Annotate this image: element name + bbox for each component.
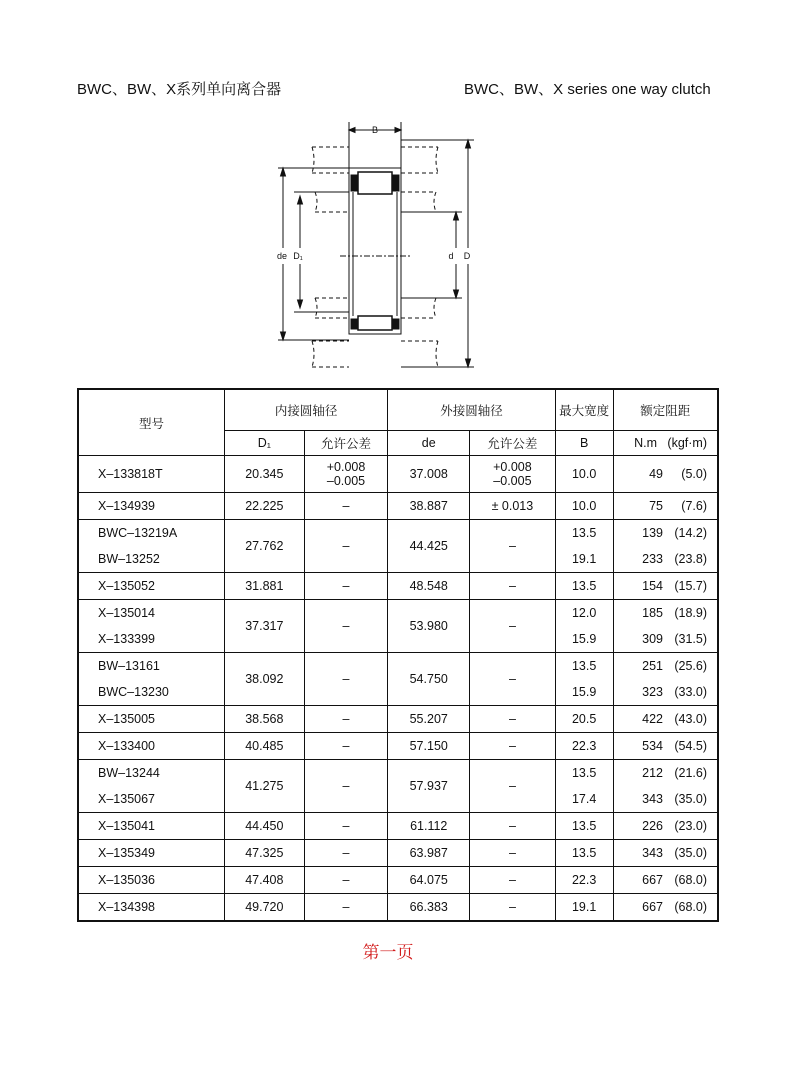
- table-row: [78, 520, 718, 573]
- cell-value: X–135014: [98, 606, 156, 620]
- cell-nm: 667: [642, 873, 663, 887]
- cell-nm: 233: [642, 552, 663, 566]
- cell-value: 19.1: [571, 900, 597, 914]
- cell-d1-tol: –: [304, 653, 388, 706]
- cell-b: [555, 867, 613, 894]
- cell-d1-tol: –: [304, 520, 388, 573]
- cell-d1-tol: –: [304, 840, 388, 867]
- cell-d1-tol: [304, 456, 388, 493]
- cell-value: 13.5: [571, 659, 597, 673]
- table-row: [78, 840, 718, 867]
- cell-d1: 20.345: [224, 456, 304, 493]
- dim-label-de: de: [276, 251, 288, 261]
- table-row: [78, 706, 718, 733]
- cell-d1-tol: –: [304, 867, 388, 894]
- cell-torque: [613, 733, 718, 760]
- cell-kgfm: (18.9): [674, 606, 707, 620]
- cell-nm: 343: [642, 792, 663, 806]
- cell-kgfm: (23.8): [674, 552, 707, 566]
- cell-model: [78, 813, 224, 840]
- cell-torque: [613, 493, 718, 520]
- cell-kgfm: (33.0): [674, 685, 707, 699]
- cell-value: BW–13244: [98, 766, 160, 780]
- cell-de-tol: –: [470, 867, 556, 894]
- cell-value: 10.0: [571, 499, 597, 513]
- cell-kgfm: (68.0): [674, 873, 707, 887]
- cell-de: 64.075: [388, 867, 470, 894]
- cell-model: [78, 733, 224, 760]
- cell-de: 57.937: [388, 760, 470, 813]
- cell-value: X–134398: [98, 900, 156, 914]
- cell-de-tol: –: [470, 573, 556, 600]
- dim-label-d1: D₁: [293, 251, 303, 261]
- cell-de: 48.548: [388, 573, 470, 600]
- cell-d1-tol: –: [304, 760, 388, 813]
- cell-de-tol: –: [470, 733, 556, 760]
- table-row: [78, 813, 718, 840]
- cell-torque: [613, 600, 718, 653]
- cell-b: [555, 493, 613, 520]
- cell-torque: [613, 867, 718, 894]
- cell-torque: [613, 894, 718, 922]
- cell-value: 15.9: [571, 685, 597, 699]
- header-model: 型号: [78, 389, 224, 456]
- cell-value: BWC–13219A: [98, 526, 178, 540]
- cell-de-tol: –: [470, 813, 556, 840]
- cell-value: 13.5: [571, 819, 597, 833]
- cell-value: –0.005: [493, 474, 532, 488]
- header-d1: D₁: [224, 431, 304, 456]
- table-row: [78, 867, 718, 894]
- cell-kgfm: (15.7): [674, 579, 707, 593]
- cell-torque: [613, 520, 718, 573]
- header-b: B: [555, 431, 613, 456]
- cell-d1: 49.720: [224, 894, 304, 922]
- cell-value: X–135005: [98, 712, 156, 726]
- cell-d1-tol: –: [304, 706, 388, 733]
- cell-model: [78, 706, 224, 733]
- header-kgfm: (kgf·m): [667, 436, 707, 450]
- cell-value: X–133399: [98, 632, 156, 646]
- header-d1-tol: 允许公差: [304, 431, 388, 456]
- cell-torque: [613, 813, 718, 840]
- cell-de-tol: ± 0.013: [470, 493, 556, 520]
- cell-de: 55.207: [388, 706, 470, 733]
- cell-value: X–135041: [98, 819, 156, 833]
- header-torque-units: [613, 431, 718, 456]
- cell-d1: 44.450: [224, 813, 304, 840]
- cell-d1: 38.568: [224, 706, 304, 733]
- cell-kgfm: (7.6): [681, 499, 707, 513]
- cell-value: +0.008: [493, 460, 532, 474]
- cell-value: 20.5: [571, 712, 597, 726]
- cell-d1: 47.408: [224, 867, 304, 894]
- cell-kgfm: (54.5): [674, 739, 707, 753]
- cell-value: X–135036: [98, 873, 156, 887]
- cell-b: [555, 894, 613, 922]
- cell-model: [78, 760, 224, 813]
- cell-value: BW–13161: [98, 659, 160, 673]
- header-outer-group: 外接圆轴径: [388, 389, 555, 431]
- cell-value: 10.0: [571, 467, 597, 481]
- spec-table: [77, 388, 719, 922]
- cell-value: 22.3: [571, 873, 597, 887]
- cell-value: 15.9: [571, 632, 597, 646]
- cell-value: X–135052: [98, 579, 156, 593]
- cell-torque: [613, 706, 718, 733]
- cell-value: X–133400: [98, 739, 156, 753]
- cell-d1: 31.881: [224, 573, 304, 600]
- cell-de: 44.425: [388, 520, 470, 573]
- cell-de: 57.150: [388, 733, 470, 760]
- cell-de-tol: [470, 456, 556, 493]
- cell-de-tol: –: [470, 840, 556, 867]
- cell-b: [555, 813, 613, 840]
- cell-d1-tol: –: [304, 733, 388, 760]
- cell-kgfm: (5.0): [681, 467, 707, 481]
- cell-d1: 40.485: [224, 733, 304, 760]
- cell-de-tol: –: [470, 653, 556, 706]
- cell-torque: [613, 840, 718, 867]
- cell-model: [78, 456, 224, 493]
- cell-model: [78, 493, 224, 520]
- cell-d1-tol: –: [304, 600, 388, 653]
- dim-label-d: d: [448, 251, 454, 261]
- cell-value: BWC–13230: [98, 685, 169, 699]
- cell-kgfm: (68.0): [674, 900, 707, 914]
- cell-value: 12.0: [571, 606, 597, 620]
- cell-d1: 27.762: [224, 520, 304, 573]
- cell-kgfm: (35.0): [674, 792, 707, 806]
- cell-kgfm: (21.6): [674, 766, 707, 780]
- cell-nm: 534: [642, 739, 663, 753]
- cell-torque: [613, 653, 718, 706]
- page-number: 第一页: [362, 943, 414, 963]
- cell-value: 13.5: [571, 766, 597, 780]
- cell-de: 54.750: [388, 653, 470, 706]
- cell-model: [78, 520, 224, 573]
- cell-kgfm: (31.5): [674, 632, 707, 646]
- cell-d1: 22.225: [224, 493, 304, 520]
- cell-value: X–135067: [98, 792, 156, 806]
- cell-nm: 323: [642, 685, 663, 699]
- cell-value: 13.5: [571, 579, 597, 593]
- cell-nm: 139: [642, 526, 663, 540]
- cell-model: [78, 867, 224, 894]
- cell-nm: 667: [642, 900, 663, 914]
- cell-de-tol: –: [470, 520, 556, 573]
- cell-b: [555, 456, 613, 493]
- cell-value: X–135349: [98, 846, 156, 860]
- header-max-width: 最大宽度: [555, 389, 613, 431]
- cell-kgfm: (35.0): [674, 846, 707, 860]
- cell-de-tol: –: [470, 600, 556, 653]
- table-row: [78, 653, 718, 706]
- cell-nm: 343: [642, 846, 663, 860]
- cell-de: 53.980: [388, 600, 470, 653]
- header-de: de: [388, 431, 470, 456]
- cell-model: [78, 653, 224, 706]
- cell-de-tol: –: [470, 760, 556, 813]
- cell-nm: 422: [642, 712, 663, 726]
- table-row: [78, 894, 718, 922]
- cell-d1: 37.317: [224, 600, 304, 653]
- cell-kgfm: (14.2): [674, 526, 707, 540]
- table-row: [78, 456, 718, 493]
- cell-value: –0.005: [326, 474, 366, 488]
- cell-de: 61.112: [388, 813, 470, 840]
- clutch-cross-section-diagram: [0, 0, 800, 380]
- cell-b: [555, 653, 613, 706]
- cell-d1-tol: –: [304, 493, 388, 520]
- cell-nm: 251: [642, 659, 663, 673]
- table-row: [78, 573, 718, 600]
- cell-value: 22.3: [571, 739, 597, 753]
- cell-torque: [613, 760, 718, 813]
- cell-model: [78, 573, 224, 600]
- cell-value: 17.4: [571, 792, 597, 806]
- cell-b: [555, 840, 613, 867]
- cell-b: [555, 600, 613, 653]
- header-rated-torque: 额定阻距: [613, 389, 718, 431]
- cell-de: 37.008: [388, 456, 470, 493]
- table-row: [78, 493, 718, 520]
- dim-label-D: D: [463, 251, 471, 261]
- header-inner-group: 内接圆轴径: [224, 389, 387, 431]
- cell-model: [78, 600, 224, 653]
- cell-d1: 38.092: [224, 653, 304, 706]
- cell-b: [555, 760, 613, 813]
- cell-d1: 47.325: [224, 840, 304, 867]
- table-row: [78, 733, 718, 760]
- cell-value: X–134939: [98, 499, 156, 513]
- cell-de: 38.887: [388, 493, 470, 520]
- cell-nm: 309: [642, 632, 663, 646]
- cell-model: [78, 840, 224, 867]
- dim-label-b: B: [371, 125, 379, 135]
- cell-b: [555, 573, 613, 600]
- cell-de: 66.383: [388, 894, 470, 922]
- cell-nm: 185: [642, 606, 663, 620]
- cell-value: 13.5: [571, 846, 597, 860]
- cell-de-tol: –: [470, 894, 556, 922]
- cell-b: [555, 733, 613, 760]
- page-title-cn: BWC、BW、X系列单向离合器: [77, 81, 282, 98]
- cell-d1: 41.275: [224, 760, 304, 813]
- header-nm: N.m: [634, 436, 657, 450]
- cell-value: 19.1: [571, 552, 597, 566]
- cell-b: [555, 706, 613, 733]
- cell-de: 63.987: [388, 840, 470, 867]
- page-title-en: BWC、BW、X series one way clutch: [464, 81, 711, 98]
- cell-value: BW–13252: [98, 552, 160, 566]
- cell-b: [555, 520, 613, 573]
- cell-nm: 75: [649, 499, 663, 513]
- cell-nm: 212: [642, 766, 663, 780]
- cell-kgfm: (23.0): [674, 819, 707, 833]
- cell-torque: [613, 456, 718, 493]
- header-de-tol: 允许公差: [470, 431, 556, 456]
- cell-de-tol: –: [470, 706, 556, 733]
- cell-kgfm: (25.6): [674, 659, 707, 673]
- cell-value: +0.008: [326, 460, 366, 474]
- cell-d1-tol: –: [304, 813, 388, 840]
- cell-nm: 154: [642, 579, 663, 593]
- cell-d1-tol: –: [304, 894, 388, 922]
- cell-nm: 49: [649, 467, 663, 481]
- cell-model: [78, 894, 224, 922]
- cell-nm: 226: [642, 819, 663, 833]
- table-row: [78, 760, 718, 813]
- cell-value: X–133818T: [98, 467, 163, 481]
- table-row: [78, 600, 718, 653]
- cell-value: 13.5: [571, 526, 597, 540]
- cell-kgfm: (43.0): [674, 712, 707, 726]
- cell-d1-tol: –: [304, 573, 388, 600]
- cell-torque: [613, 573, 718, 600]
